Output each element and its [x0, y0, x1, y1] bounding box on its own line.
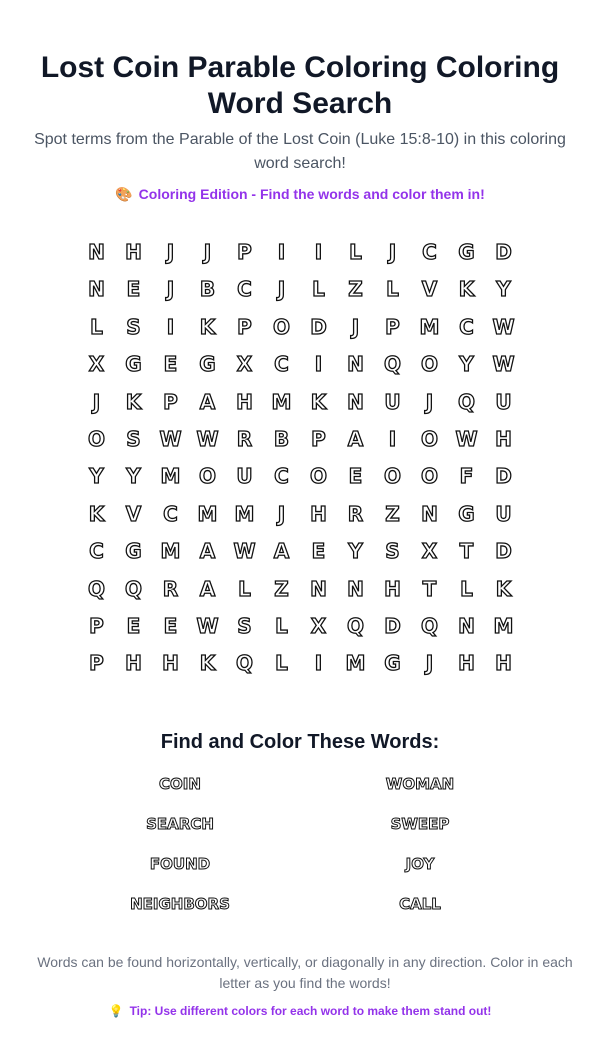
grid-cell[interactable]: L [275, 651, 288, 676]
grid-cell[interactable]: M [493, 613, 514, 638]
grid-cell[interactable]: P [385, 314, 400, 339]
grid-cell[interactable]: Q [87, 576, 105, 601]
grid-cell[interactable]: L [460, 576, 473, 601]
grid-cell[interactable]: J [388, 240, 397, 264]
grid-cell[interactable]: N [347, 576, 364, 601]
grid-cell[interactable]: A [273, 539, 290, 564]
grid-cell[interactable]: P [237, 240, 252, 264]
grid-cell[interactable]: F [459, 464, 474, 489]
grid-cell[interactable]: E [163, 613, 178, 638]
grid-cell[interactable]: A [199, 389, 216, 414]
grid-cell[interactable]: D [384, 613, 401, 638]
grid-cell[interactable]: J [425, 651, 434, 676]
grid-cell[interactable]: D [495, 539, 512, 564]
grid-cell[interactable]: N [421, 501, 438, 526]
grid-cell[interactable]: M [160, 539, 181, 564]
word-list-item: JOY [405, 854, 435, 873]
grid-cell[interactable]: N [458, 613, 475, 638]
grid-cell[interactable]: C [237, 277, 252, 302]
grid-cell[interactable]: K [88, 501, 105, 526]
word-search-grid [78, 234, 522, 683]
grid-cell[interactable]: M [345, 651, 366, 676]
grid-cell[interactable]: H [125, 651, 142, 676]
grid-cell[interactable]: H [162, 651, 179, 676]
grid-cell[interactable]: N [310, 576, 327, 601]
grid-cell[interactable]: M [160, 464, 181, 489]
grid-cell[interactable]: Y [348, 539, 363, 564]
grid-cell[interactable]: E [311, 539, 326, 564]
grid-cell[interactable]: G [384, 651, 401, 676]
grid-cell[interactable]: J [92, 389, 101, 414]
grid-cell[interactable]: C [422, 240, 437, 264]
grid-cell[interactable]: W [492, 352, 515, 377]
grid-cell[interactable]: W [492, 314, 515, 339]
grid-cell[interactable]: O [420, 464, 438, 489]
grid-cell[interactable]: H [384, 576, 401, 601]
grid-cell[interactable]: W [196, 426, 219, 451]
grid-cell[interactable]: K [310, 389, 327, 414]
grid-cell[interactable]: C [274, 464, 289, 489]
grid-cell[interactable]: R [236, 426, 253, 451]
grid-cell[interactable]: K [199, 314, 216, 339]
grid-cell[interactable]: J [203, 240, 212, 264]
grid-cell[interactable]: P [89, 613, 104, 638]
grid-cell[interactable]: H [495, 651, 512, 676]
grid-cell[interactable]: S [237, 613, 252, 638]
grid-cell[interactable]: X [88, 352, 105, 377]
grid-cell[interactable]: Z [348, 277, 363, 302]
lightbulb-icon: 💡 [108, 1003, 124, 1018]
grid-cell[interactable]: C [459, 314, 474, 339]
grid-cell[interactable]: I [314, 651, 323, 676]
grid-cell[interactable]: O [272, 314, 290, 339]
grid-cell[interactable]: O [383, 464, 401, 489]
grid-cell[interactable]: J [166, 240, 175, 264]
grid-cell[interactable]: J [277, 277, 286, 302]
instructions-text: Words can be found horizontally, vertically, or diagonally in any direction. Color in each letter as you find the words! [37, 953, 573, 991]
grid-cell[interactable]: I [277, 240, 286, 264]
grid-cell[interactable]: G [458, 501, 475, 526]
grid-cell[interactable]: B [199, 277, 216, 302]
grid-cell[interactable]: C [163, 501, 178, 526]
grid-cell[interactable]: A [347, 426, 364, 451]
grid-cell[interactable]: I [388, 426, 397, 451]
grid-cell[interactable]: J [351, 314, 360, 339]
grid-cell[interactable]: P [311, 426, 326, 451]
grid-cell[interactable]: N [88, 240, 105, 264]
grid-cell[interactable]: L [238, 576, 251, 601]
grid-cell[interactable]: L [90, 314, 103, 339]
grid-cell[interactable]: P [237, 314, 252, 339]
page-subtitle: Spot terms from the Parable of the Lost Coin (Luke 15:8-10) in this coloring word search! [34, 131, 566, 172]
grid-cell[interactable]: G [125, 352, 142, 377]
grid-cell[interactable]: M [234, 501, 255, 526]
grid-cell[interactable]: Q [420, 613, 438, 638]
grid-cell[interactable]: P [89, 651, 104, 676]
grid-cell[interactable]: W [233, 539, 256, 564]
grid-cell[interactable]: Z [385, 501, 400, 526]
grid-cell[interactable]: I [314, 352, 323, 377]
grid-cell[interactable]: E [348, 464, 363, 489]
grid-cell[interactable]: Q [457, 389, 475, 414]
grid-cell[interactable]: G [199, 352, 216, 377]
grid-cell[interactable]: J [166, 277, 175, 302]
grid-cell[interactable]: R [162, 576, 179, 601]
grid-cell[interactable]: D [495, 464, 512, 489]
grid-cell[interactable]: C [274, 352, 289, 377]
grid-cell[interactable]: O [420, 426, 438, 451]
grid-cell[interactable]: H [125, 240, 142, 264]
grid-cell[interactable]: H [458, 651, 475, 676]
grid-cell[interactable]: K [495, 576, 512, 601]
grid-cell[interactable]: Y [496, 277, 511, 302]
grid-cell[interactable]: Y [89, 464, 104, 489]
grid-cell[interactable]: T [422, 576, 437, 601]
grid-cell[interactable]: J [425, 389, 434, 414]
grid-cell[interactable]: A [199, 576, 216, 601]
grid-cell[interactable]: Q [346, 613, 364, 638]
grid-cell[interactable]: N [347, 352, 364, 377]
grid-cell[interactable]: S [126, 314, 141, 339]
word-list-heading: Find and Color These Words: [160, 730, 440, 753]
grid-cell[interactable]: Y [459, 352, 474, 377]
grid-cell[interactable]: O [87, 426, 105, 451]
grid-cell[interactable]: D [495, 240, 512, 264]
grid-cell[interactable]: W [455, 426, 478, 451]
palette-icon: 🎨 [115, 186, 133, 202]
grid-cell[interactable]: B [273, 426, 290, 451]
word-list-item: WOMAN [385, 774, 455, 793]
grid-cell[interactable]: U [236, 464, 253, 489]
page-title: Lost Coin Parable Coloring Coloring Word Search [40, 51, 560, 120]
grid-cell[interactable]: U [495, 389, 512, 414]
grid-cell[interactable]: K [458, 277, 475, 302]
grid-cell[interactable]: E [126, 277, 141, 302]
grid-cell[interactable]: A [199, 539, 216, 564]
word-list-item: NEIGHBORS [130, 894, 230, 913]
grid-cell[interactable]: X [236, 352, 253, 377]
grid-cell[interactable]: N [347, 389, 364, 414]
grid-cell[interactable]: R [347, 501, 364, 526]
grid-cell[interactable]: O [420, 352, 438, 377]
grid-cell[interactable]: Z [274, 576, 289, 601]
grid-cell[interactable]: M [271, 389, 292, 414]
grid-cell[interactable]: G [125, 539, 142, 564]
grid-cell[interactable]: P [163, 389, 178, 414]
grid-cell[interactable]: K [199, 651, 216, 676]
grid-cell[interactable]: X [310, 613, 327, 638]
word-list-item: SWEEP [390, 814, 450, 833]
grid-cell[interactable]: H [236, 389, 253, 414]
grid-cell[interactable]: I [314, 240, 323, 264]
grid-cell[interactable]: Q [124, 576, 142, 601]
grid-cell[interactable]: V [421, 277, 438, 302]
grid-cell[interactable]: J [277, 501, 286, 526]
grid-cell[interactable]: W [196, 613, 219, 638]
word-list-item: CALL [399, 894, 441, 913]
grid-cell[interactable]: K [125, 389, 142, 414]
grid-cell[interactable]: E [163, 352, 178, 377]
grid-cell[interactable]: H [495, 426, 512, 451]
grid-cell[interactable]: V [125, 501, 142, 526]
grid-cell[interactable]: W [159, 426, 182, 451]
word-list-item: COIN [159, 774, 201, 793]
grid-cell[interactable]: O [309, 464, 327, 489]
word-list-item: FOUND [149, 854, 211, 873]
grid-cell[interactable]: S [126, 426, 141, 451]
grid-cell[interactable]: D [310, 314, 327, 339]
grid-cell[interactable]: L [312, 277, 325, 302]
edition-banner [20, 184, 580, 204]
grid-cell[interactable]: C [89, 539, 104, 564]
grid-cell[interactable]: L [275, 613, 288, 638]
grid-cell[interactable]: S [385, 539, 400, 564]
tip-text: Tip: Use different colors for each word to make them stand out! [129, 1003, 492, 1018]
word-list [60, 774, 540, 934]
grid-cell[interactable]: L [386, 277, 399, 302]
grid-cell[interactable]: L [349, 240, 362, 264]
grid-cell[interactable]: U [495, 501, 512, 526]
grid-cell[interactable]: E [126, 613, 141, 638]
edition-text: Coloring Edition - Find the words and color them in! [138, 186, 485, 202]
grid-cell[interactable]: Y [126, 464, 141, 489]
grid-cell[interactable]: X [421, 539, 438, 564]
grid-cell[interactable]: T [459, 539, 474, 564]
grid-cell[interactable]: O [198, 464, 216, 489]
grid-cell[interactable]: H [310, 501, 327, 526]
grid-cell[interactable]: U [384, 389, 401, 414]
grid-cell[interactable]: G [458, 240, 475, 264]
grid-cell[interactable]: M [197, 501, 218, 526]
grid-cell[interactable]: M [419, 314, 440, 339]
word-list-item: SEARCH [146, 814, 214, 833]
grid-cell[interactable]: I [166, 314, 175, 339]
tip-banner [20, 1002, 580, 1020]
grid-cell[interactable]: Q [383, 352, 401, 377]
grid-cell[interactable]: Q [235, 651, 253, 676]
grid-cell[interactable]: N [88, 277, 105, 302]
